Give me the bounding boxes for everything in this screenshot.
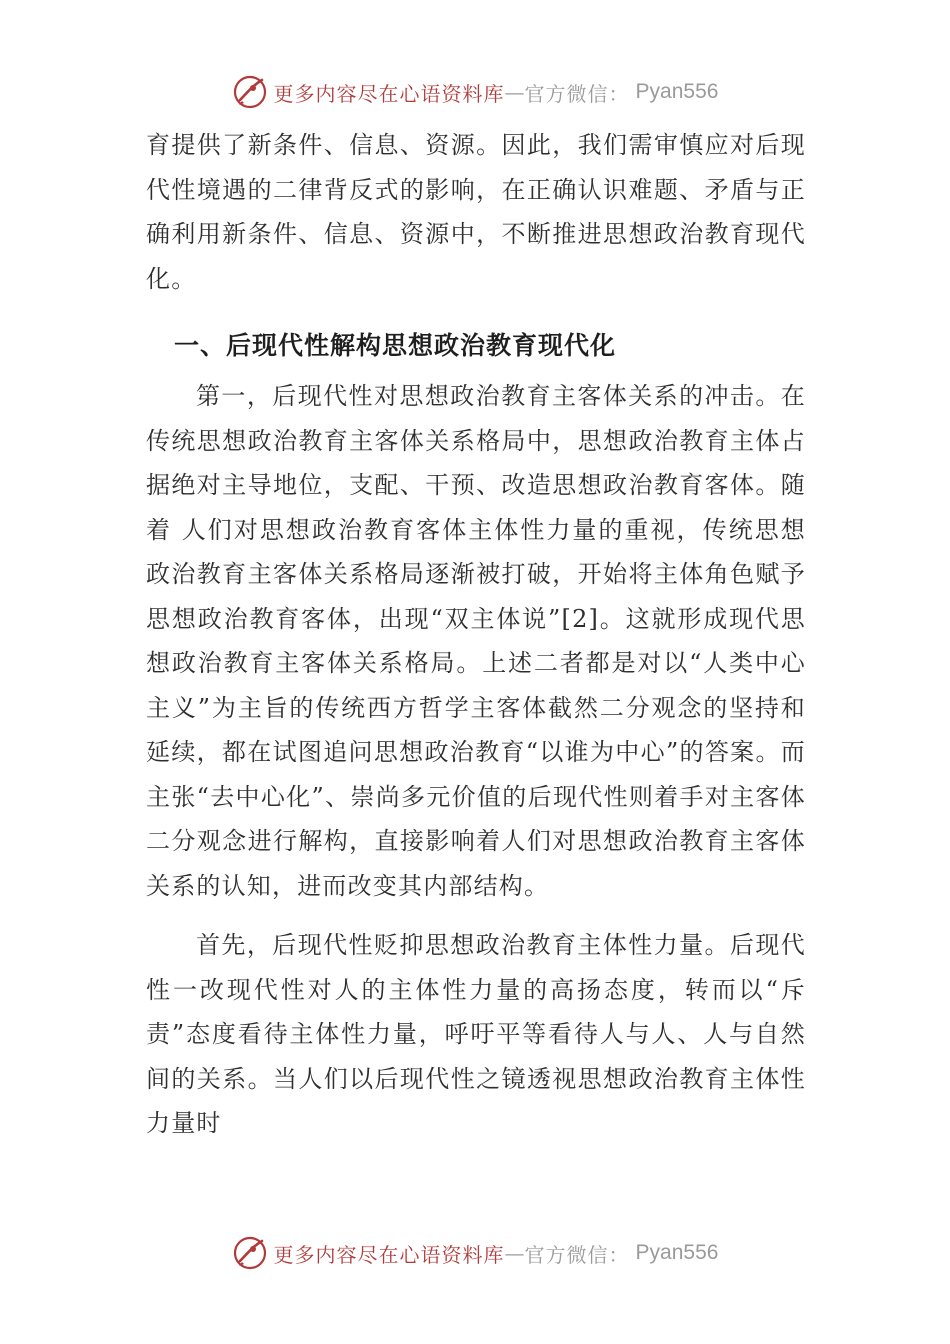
spacer (146, 908, 806, 923)
spacer (146, 301, 806, 316)
paragraph-first-point: 第一，后现代性对思想政治教育主客体关系的冲击。在传统思想政治教育主客体关系格局中，思想政治教育主体占据绝对主导地位，支配、干预、改造思想政治教育客体。随着 人们对思想政治教育客体主体性力量的重视，传统思想政治教育主客体关系格局逐渐被打破，开始将主体角色赋予思想政治教育客体，出现“双主体说”[2]。这就形成现代思想政治教育主客体关系格局。上述二者都是对以“人类中心主义”为主旨的传统西方哲学主客体截然二分观念的坚持和延续，都在试图追问思想政治教育“以谁为中心”的答案。而主张“去中心化”、崇尚多元价值的后现代性则着手对主客体二分观念进行解构，直接影响着人们对思想政治教育主客体关系的认知，进而改变其内部结构。 (146, 382, 806, 900)
watermark-contact-label: 官方微信： (524, 81, 630, 106)
pen-logo-icon (232, 1235, 268, 1271)
watermark-contact-id: Pyan556 (635, 80, 719, 103)
watermark-brand-text: 更多内容尽在心语资料库 (273, 1242, 505, 1267)
watermark-brand-text: 更多内容尽在心语资料库 (273, 81, 505, 106)
document-body (146, 123, 806, 1146)
paragraph-firstly: 首先，后现代性贬抑思想政治教育主体性力量。后现代性一改现代性对人的主体性力量的高扬态度，转而以“斥责”态度看待主体性力量，呼吁平等看待人与人、人与自然间的关系。当人们以后现代性之镜透视思想政治教育主体性力量时 (146, 931, 806, 1137)
section-heading: 一、后现代性解构思想政治教育现代化 (174, 331, 617, 360)
pen-logo-icon (232, 74, 268, 110)
paragraph-continuation: 育提供了新条件、信息、资源。因此，我们需审慎应对后现代性境遇的二律背反式的影响，在正确认识难题、矛盾与正确利用新条件、信息、资源中，不断推进思想政治教育现代化。 (146, 131, 806, 293)
watermark-contact-label: 官方微信： (524, 1242, 630, 1267)
footer-watermark (0, 1233, 950, 1273)
watermark-contact-id: Pyan556 (635, 1241, 719, 1264)
header-watermark (0, 72, 950, 112)
watermark-separator: — (504, 80, 525, 104)
watermark-separator: — (504, 1241, 525, 1265)
